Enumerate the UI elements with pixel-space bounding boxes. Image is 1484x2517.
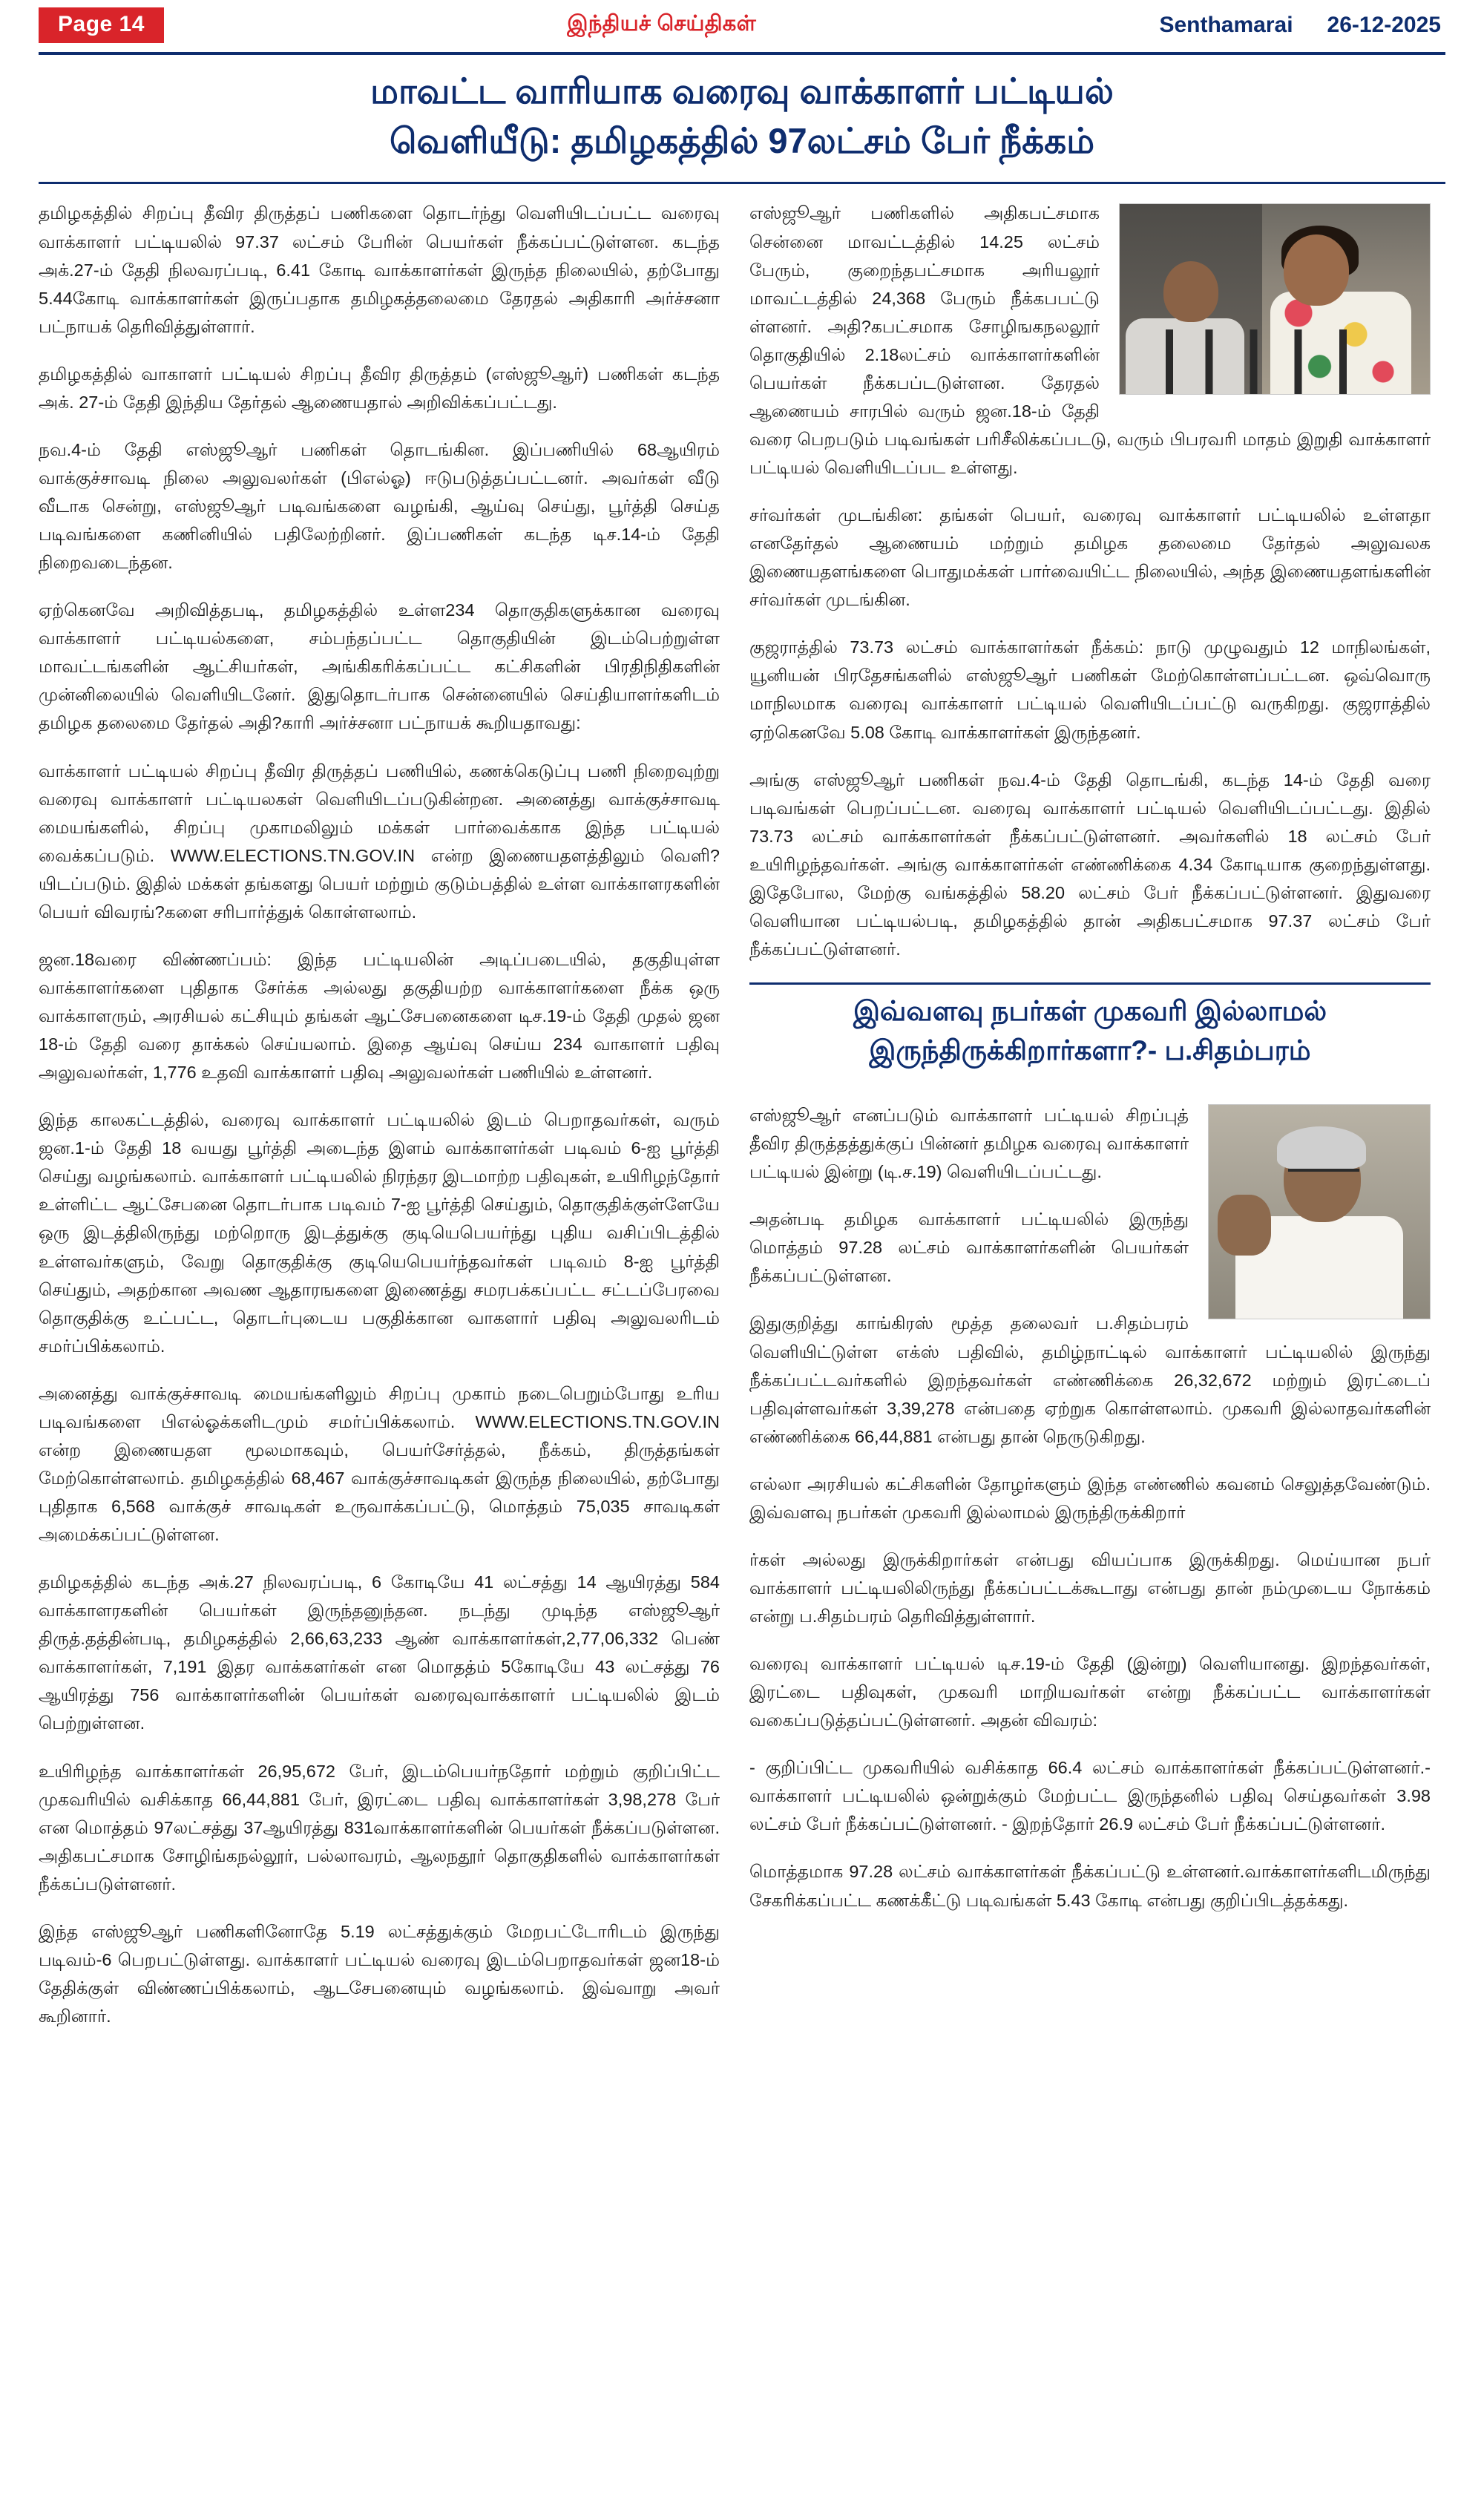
paragraph: உயிரிழந்த வாக்காளர்கள் 26,95,672 பேர், இடம்பெயர்நதோர் மற்றும் குறிப்பிட்ட முகவரியில் வசிக்காத 66,44,881 பேர், இரட்டை பதிவு வாக்காளர்கள் 3,98,278 பேர் என மொத்தம் 97லட்சத்து 37ஆயிரத்து 831வாக்காளர்களின் பெயர்கள் நீக்கப்படுள்ளன. அதிகபட்சமாக சோழிங்கநல்லூர், பல்லாவரம், ஆலநதூர் தொகுதிகளில் வாக்காளர்கள் நீக்கப்படுள்ளனர். [39, 1761, 720, 1894]
paragraph: இதுகுறித்து காங்கிரஸ் மூத்த தலைவர் ப.சிதம்பரம் வெளியிட்டுள்ள எக்ஸ் பதிவில், தமிழ்நாட்டில் வாக்காளர் பட்டியலில் இருந்து நீக்கப்பட்டவர்களில் இறந்தவர்கள் எண்ணிக்கை 26,32,672 மற்றும் இரட்டைப் பதிவுள்ளவர்கள் 3,39,278 என்பதை ஏற்றுக கொள்ளலாம். முகவரி இல்லாதவர்களின் எண்ணிக்கை 66,44,881 என்பது தான் நெருடுகிறது. [749, 1313, 1431, 1446]
edition-name: Senthamarai [1159, 13, 1293, 37]
photo-person-hand [1218, 1195, 1271, 1256]
paragraph: ஏற்கெனவே அறிவித்தபடி, தமிழகத்தில் உள்ள234 தொகுதிகளுக்கான வரைவு வாக்காளர் பட்டியல்களை, சம்பந்தப்பட்ட தொகுதியின் இடம்பெற்றுள்ள மாவட்டங்களின் ஆட்சியர்கள், அங்கிகரிக்கப்பட்ட கட்சிகளின் பிரதிநிதிகளின் முன்னிலையில் வெளியிடனேர். இதுதொடர்பாக சென்னையில் செய்தியாளர்களிடம் தமிழக தலைமை தேர்தல் அதி?காரி அர்ச்சனா பட்நாயக் கூறியதாவது: [39, 600, 720, 733]
right-column [749, 199, 1431, 1933]
secondary-headline [749, 982, 1431, 1085]
paragraph: எல்லா அரசியல் கட்சிகளின் தோழர்களும் இந்த எண்ணில் கவனம் செலுத்தவேண்டும். இவ்வளவு நபர்கள் முகவரி இல்லாமல் இருந்திருக்கிறார் [749, 1474, 1431, 1522]
paragraph: குஜராத்தில் 73.73 லட்சம் வாக்காளர்கள் நீக்கம்: நாடு முழுவதும் 12 மாநிலங்கள், யூனியன் பிரதேசங்களில் எஸ்ஜூஆர் பணிகள் மேற்கொள்ளப்பட்டன. ஒவ்வொரு மாநிலமாக வரைவு வாக்காளர் பட்டியல் வெளியிடப்பட்டு வருகிறது. குஜராத்தில் ஏற்கெனவே 5.08 கோடி வாக்காளர்கள் இருந்தனர். [749, 637, 1431, 742]
paragraph: அதன்படி தமிழக வாக்காளர் பட்டியலில் இருந்து மொத்தம் 97.28 லட்சம் வாக்காளர்களின் பெயர்கள் நீக்கப்பட்டுள்ளன. [749, 1210, 1189, 1286]
publication-title: இந்தியச் செய்திகள் [567, 12, 757, 36]
paragraph: வரைவு வாக்காளர் பட்டியல் டிச.19-ம் தேதி (இன்று) வெளியானது. இறந்தவர்கள், இரட்டை பதிவுகள், முகவரி மாறியவர்கள் என்று நீக்கப்பட்ட வாக்காளர்கள் வகைப்படுத்தப்பட்டுள்ளனர். அதன் விவரம்: [749, 1654, 1431, 1730]
headline-line-2: வெளியீடு: தமிழகத்தில் 97லட்சம் பேர் நீக்கம் [389, 120, 1095, 160]
photo-person-hair [1277, 1126, 1366, 1169]
microphones-icon [1151, 329, 1399, 394]
publication-date: 26-12-2025 [1327, 13, 1441, 37]
paragraph: - குறிப்பிட்ட முகவரியில் வசிக்காத 66.4 லட்சம் வாக்காளர்கள் நீக்கப்பட்டுள்ளனர்.- வாக்காளர் பட்டியலில் ஒன்றுக்கும் மேற்பட்ட இருந்தனில் பதிவு செய்தவர்கள் 3.98 லட்சம் பேர் நீக்கப்பட்டுள்ளனர். - இறந்தோர் 26.9 லட்சம் பேர் நீக்கப்பட்டுள்ளனர். [749, 1758, 1431, 1834]
photo-person-head-right [1284, 234, 1349, 306]
secondary-headline-line-2: இருந்திருக்கிறார்களா?- ப.சிதம்பரம் [869, 1034, 1311, 1066]
paragraph: இந்த எஸ்ஜூஆர் பணிகளினோதே 5.19 லட்சத்துக்கும் மேறபட்டோரிடம் இருந்து படிவம்-6 பெறபட்டுள்ளது. வாக்காளர் பட்டியல் வரைவு இடம்பெறாதவர்கள் ஜன18-ம் தேதிக்குள் விண்ணப்பிக்கலாம், ஆடசேபனையும் வழங்கலாம். இவ்வாறு அவர் கூறினார். [39, 1921, 720, 2027]
glasses-icon [1288, 1169, 1359, 1185]
press-conference-photo [1119, 203, 1431, 395]
paragraph: மொத்தமாக 97.28 லட்சம் வாக்காளர்கள் நீக்கப்பட்டு உள்ளனர்.வாக்காளர்களிடமிருந்து சேகரிக்கப்பட்ட கணக்கீட்டு படிவங்கள் 5.43 கோடி என்பது குறிப்பிடத்தக்கது. [749, 1862, 1431, 1910]
paragraph: ஜன.18வரை விண்ணப்பம்: இந்த பட்டியலின் அடிப்படையில், தகுதியுள்ள வாக்காளர்களை புதிதாக சேர்க்க அல்லது தகுதியற்ற வாக்காளர்களை நீக்க ஒரு வாக்காளரும், அரசியல் கட்சியும் தங்கள் ஆட்சேபனைகளை டிச.19-ம் தேதி முதல் ஜன 18-ம் தேதி வரை தாக்கல் செய்யலாம். இதை ஆய்வு செய்ய 234 வாகாளர் பதிவு அலுவலர்கள், 1,776 உதவி வாக்காளர் பதிவு அலுவலர்கள் பணியில் உள்ளனர். [39, 949, 720, 1083]
paragraph: இந்த காலகட்டத்தில், வரைவு வாக்காளர் பட்டியலில் இடம் பெறாதவர்கள், வரும் ஜன.1-ம் தேதி 18 வயது பூர்த்தி அடைந்த இளம் வாக்காளர்கள் படிவம் 6-ஐ பூர்த்தி செய்து வழங்கலாம். வாக்காளர் பட்டியலில் நிரந்தர இடமாற்ற பதிவுகள், உயிரிழந்தோர் உள்ளிட்ட ஆட்சேபனை தொடர்பாக படிவம் 7-ஐ பூர்த்தி செய்தும், தொகுதிக்குள்ளேயே ஒரு இடத்திலிருந்து மற்றொரு இடத்துக்கு குடியெபெயர்ந்து புதிய வசிப்பிடத்தில் உள்ளவர்களும், வேறு தொகுதிக்கு குடியெபெயர்ந்தவர்கள் படிவம் 8-ஐ பூர்த்தி செய்தும், அதற்கான அவண ஆதாரஙகளை இணைத்து சமரபக்கப்பட்ட சட்டப்பேரவை தொகுதிக்கு உட்பட்ட, தொடர்புடைய பகுதிக்கான வாகளார் பதிவு அலுவலரிடம் சமர்ப்பிக்கலாம். [39, 1110, 720, 1356]
secondary-headline-line-1: இவ்வளவு நபர்கள் முகவரி இல்லாமல் [853, 996, 1327, 1027]
page-number-badge: Page 14 [39, 7, 164, 43]
masthead-right [1159, 13, 1445, 38]
masthead [39, 0, 1445, 55]
paragraph: வாக்காளர் பட்டியல் சிறப்பு தீவிர திருத்தப் பணியில், கணக்கெடுப்பு பணி நிறைவுற்று வரைவு வாக்காளர் பட்டியலகள் வெளியிடப்படுகின்றன. அனைத்து வாக்குச்சாவடி மையங்களில், சிறப்பு முகாமலிலும் மக்கள் பார்வைக்காக இந்த பட்டியல் வைக்கப்படும். WWW.ELECTIONS.TN.GOV.IN என்ற இணையதளத்திலும் வெளி?யிடப்படும். இதில் மக்கள் தங்களது பெயர் மற்றும் குடும்பத்தில் உள்ள வாக்காளரகளின் பெயர் விவரங்?களை சரிபார்த்துக் கொள்ளலாம். [39, 761, 720, 922]
paragraph: தமிழகத்தில் வாகாளர் பட்டியல் சிறப்பு தீவிர திருத்தம் (எஸ்ஜூஆர்) பணிகள் கடந்த அக். 27-ம் தேதி இந்திய தேர்தல் ஆணையதால் அறிவிக்கப்பட்டது. [39, 364, 720, 412]
politician-portrait-photo [1208, 1104, 1431, 1319]
paragraph: தமிழகத்தில் கடந்த அக்.27 நிலவரப்படி, 6 கோடியே 41 லட்சத்து 14 ஆயிரத்து 584 வாக்காளரகளின் பெயர்கள் இருந்தனுந்தன. நடந்து முடிந்த எஸ்ஜூஆர் திருத்.தத்தின்படி, தமிழகத்தில் 2,66,63,233 ஆண் வாக்காளர்கள்,2,77,06,332 பெண் வாக்காளர்கள், 7,191 இதர வாக்களர்கள் என மொதத்ம் 5கோடியே 43 லட்சத்து 76 ஆயிரத்து 756 வாக்காளர்களின் பெயர்கள் வரைவுவாக்காளர் பட்டியலில் இடம் பெற்றுள்ளன. [39, 1572, 720, 1733]
headline-block [39, 55, 1445, 184]
paragraph: அனைத்து வாக்குச்சாவடி மையங்களிலும் சிறப்பு முகாம் நடைபெறும்போது உரிய படிவங்களை பிஎல்ஓக்களிடமும் சமர்ப்பிக்கலாம். WWW.ELECTIONS.TN.GOV.IN என்ற இணையதள மூலமாகவும், பெயர்சேர்த்தல், நீக்கம், திருத்தங்கள் மேற்கொள்ளலாம். தமிழகத்தில் 68,467 வாக்குச்சாவடிகள் இருந்த நிலையில், தற்போது புதிதாக 6,568 வாக்குச் சாவடிகள் உருவாக்கப்பட்டு, மொத்தம் 75,035 சாவடிகள் அமைக்கப்பட்டுள்ளன. [39, 1383, 720, 1545]
headline-line-1: மாவட்ட வாரியாக வரைவு வாக்காளர் பட்டியல் [370, 71, 1114, 111]
paragraph: ர்கள் அல்லது இருக்கிறார்கள் என்பது வியப்பாக இருக்கிறது. மெய்யான நபர் வாக்காளர் பட்டியலிலிருந்து நீக்கப்பட்டக்கூடாது என்பது தான் நம்முடைய நோக்கம் என்று ப.சிதம்பரம் தெரிவித்துள்ளார். [749, 1549, 1431, 1627]
paragraph: தமிழகத்தில் சிறப்பு தீவிர திருத்தப் பணிகளை தொடர்ந்து வெளியிடப்பட்ட வரைவு வாக்காளர் பட்டியலில் 97.37 லட்சம் பேரின் பெயர்கள் நீக்கப்பட்டுள்ளன. கடந்த அக்.27-ம் தேதி நிலவரப்படி, 6.41 கோடி வாக்காளர்கள் இருந்த நிலையில், தற்போது 5.44கோடி வாக்காளர்கள் இருப்பதாக தமிழகத்தலைமை தேரதல் அதிகாரி அர்ச்சனா பட்நாயக் தெரிவித்துள்ளார். [39, 203, 720, 336]
paragraph: நவ.4-ம் தேதி எஸ்ஜூஆர் பணிகள் தொடங்கின. இப்பணியில் 68ஆயிரம் வாக்குச்சாவடி நிலை அலுவலர்கள் (பிஎல்ஓ) ஈடுபடுத்தப்பட்டனர். அவர்கள் வீடு வீடாக சென்று, எஸ்ஜூஆர் படிவங்களை வழங்கி, ஆய்வு செய்து, பூர்த்தி செய்த படிவங்களை கணினியில் பதிலேற்றினர். இப்பணிகள் கடந்த டிச.14-ம் தேதி நிறைவடைந்தன. [39, 439, 720, 573]
left-column [39, 199, 720, 2050]
photo-person-head-left [1163, 261, 1218, 322]
paragraph: எஸ்ஜூஆர் பணிகளில் அதிகபட்சமாக சென்னை மாவட்டத்தில் 14.25 லட்சம் பேரும், குறைந்தபட்சமாக அரியலூர் மாவட்டத்தில் 24,368 பேரும் நீக்கபபட்டு ள்ளனர். அதி?கபட்சமாக சோழிஙகநலலூர் தொகுதியில் 2.18லட்சம் வாக்காளர்களின் பெயர்கள் நீக்கபப்டடுள்ளன. தேரதல் ஆணையம் சாரபில் வரும் ஜன.18-ம் தேதி வரை பெறபடும் படிவங்கள் பரிசீலிக்கப்படடு, வரும் பிபரவரி மாதம் இறுதி வாக்காளர் பட்டியல் வெளியிடப்பட உள்ளது. [749, 203, 1431, 478]
paragraph: அங்கு எஸ்ஜூஆர் பணிகள் நவ.4-ம் தேதி தொடங்கி, கடந்த 14-ம் தேதி வரை படிவங்கள் பெறப்பட்டன. வரைவு வாக்காளர் பட்டியல் வெளியிடப்பட்டது. இதில் 73.73 லட்சம் வாக்காளர்கள் நீக்கப்பட்டுள்ளனர். அவர்களில் 18 லட்சம் பேர் உயிரிழந்தவர்கள். அங்கு வாக்காளர்கள் எண்ணிக்கை 4.34 கோடியாக குறைந்துள்ளது. இதேபோல, மேற்கு வங்கத்தில் 58.20 லட்சம் பேர் நீக்கப்பட்டுள்ளனர். இதுவரை வெளியான பட்டியல்படி, தமிழகத்தில் தான் அதிகபட்சமாக 97.37 லட்சம் பேர் நீக்கப்பட்டுள்ளனர். [749, 769, 1431, 959]
article-columns [39, 199, 1445, 2050]
paragraph: சர்வர்கள் முடங்கின: தங்கள் பெயர், வரைவு வாக்காளர் பட்டியலில் உள்ளதா எனதேர்தல் ஆணையம் மற்றும் தமிழக தலைமை தேர்தல் அலுவலக இணையதளங்களை பொதுமக்கள் பார்வையிட்ட நிலையில், அந்த இணையதளங்களின் சர்வர்கள் முடங்கின. [749, 505, 1431, 610]
paragraph: எஸ்ஜூஆர் எனப்படும் வாக்காளர் பட்டியல் சிறப்புத் தீவிர திருத்தத்துக்குப் பின்னர் தமிழக வரைவு வாக்காளர் பட்டியல் இன்று (டி.ச.19) வெளியிடப்பட்டது. [749, 1106, 1189, 1182]
